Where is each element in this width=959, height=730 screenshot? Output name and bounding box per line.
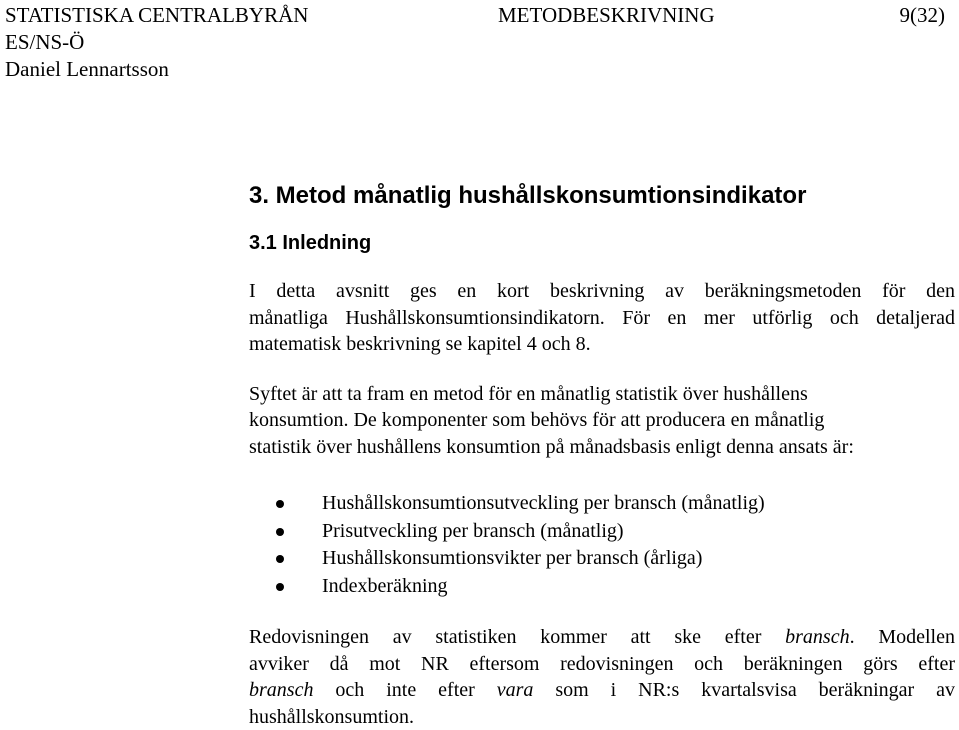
page-header xyxy=(5,2,945,83)
intro-line-3: matematisk beskrivning se kapitel 4 och 8. xyxy=(249,331,955,358)
reporting-line-3-a: och inte efter xyxy=(313,679,496,701)
section-title: 3. Metod månatlig hushållskonsumtionsindikator xyxy=(249,180,955,220)
list-item-text: Hushållskonsumtionsutveckling per bransch (månatlig) xyxy=(322,492,765,514)
reporting-line-3 xyxy=(249,677,955,704)
bullet-icon xyxy=(276,583,284,591)
list-item-text: Indexberäkning xyxy=(322,575,448,597)
list-item xyxy=(249,518,955,546)
list-item xyxy=(249,490,955,518)
header-row-unit xyxy=(5,29,945,56)
intro-paragraph xyxy=(249,278,955,358)
intro-line-1: I detta avsnitt ges en kort beskrivning av beräkningsmetoden för den xyxy=(249,278,955,305)
header-row-top xyxy=(5,2,945,29)
reporting-line-3-em1: bransch xyxy=(249,679,313,701)
purpose-line-3: statistik över hushållens konsumtion på månadsbasis enligt denna ansats är: xyxy=(249,434,955,461)
unit-code: ES/NS-Ö xyxy=(5,29,84,56)
document-type: METODBESKRIVNING xyxy=(498,2,715,29)
purpose-line-2: konsumtion. De komponenter som behövs för att producera en månatlig xyxy=(249,407,955,434)
bullet-icon xyxy=(276,500,284,508)
reporting-line-2: avviker då mot NR eftersom redovisningen och beräkningen görs efter xyxy=(249,651,955,678)
purpose-paragraph xyxy=(249,381,955,461)
component-list xyxy=(249,490,955,600)
bullet-icon xyxy=(276,555,284,563)
purpose-line-1: Syftet är att ta fram en metod för en månatlig statistik över hushållens xyxy=(249,381,955,408)
list-item-text: Hushållskonsumtionsvikter per bransch (årliga) xyxy=(322,547,702,569)
intro-line-2: månatliga Hushållskonsumtionsindikatorn. För en mer utförlig och detaljerad xyxy=(249,305,955,332)
reporting-line-3-b: som i NR:s kvartalsvisa beräkningar av xyxy=(533,679,955,701)
list-item xyxy=(249,573,955,601)
author-name: Daniel Lennartsson xyxy=(5,56,169,83)
reporting-line-1-a: Redovisningen av statistiken kommer att ske efter xyxy=(249,626,785,648)
reporting-paragraph xyxy=(249,624,955,730)
document-body xyxy=(249,180,955,730)
subsection-title: 3.1 Inledning xyxy=(249,229,955,257)
list-item xyxy=(249,545,955,573)
org-name: STATISTISKA CENTRALBYRÅN xyxy=(5,2,308,29)
list-item-text: Prisutveckling per bransch (månatlig) xyxy=(322,520,624,542)
reporting-line-3-em2: vara xyxy=(497,679,534,701)
bullet-icon xyxy=(276,528,284,536)
reporting-line-1 xyxy=(249,624,955,651)
reporting-line-1-em: bransch xyxy=(785,626,849,648)
page-number: 9(32) xyxy=(900,2,946,29)
reporting-line-4: hushållskonsumtion. xyxy=(249,704,955,730)
reporting-line-1-b: . Modellen xyxy=(850,626,955,648)
header-row-author xyxy=(5,56,945,83)
